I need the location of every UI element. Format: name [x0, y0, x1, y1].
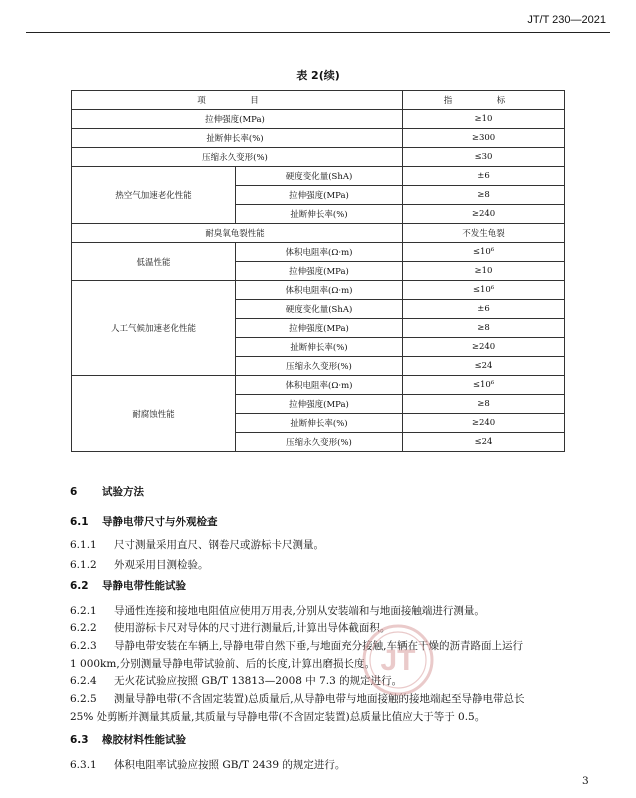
- group-cell: 热空气加速老化性能: [72, 167, 236, 224]
- spec-table: [71, 90, 565, 452]
- value-cell: ≥240: [403, 338, 565, 357]
- standard-code: JT/T 230—2021: [527, 14, 606, 26]
- group-cell: 人工气候加速老化性能: [72, 281, 236, 376]
- table-row: [72, 167, 565, 186]
- property-cell: 压缩永久变形(%): [236, 433, 403, 452]
- value-cell: ≥10: [403, 110, 565, 129]
- clause-6-2-3: 6.2.3 导静电带安装在车辆上,导静电带自然下垂,与地面充分接触,车辆在干燥的沥青路面上运行: [70, 640, 524, 652]
- table-row: [72, 110, 565, 129]
- property-cell: 拉伸强度(MPa): [72, 110, 403, 129]
- value-cell: ≤24: [403, 357, 565, 376]
- property-cell: 扯断伸长率(%): [236, 338, 403, 357]
- value-cell: ≥300: [403, 129, 565, 148]
- table-row: [72, 281, 565, 300]
- property-cell: 体积电阻率(Ω·m): [236, 376, 403, 395]
- value-cell: ≥240: [403, 205, 565, 224]
- value-cell: ≥240: [403, 414, 565, 433]
- clause-6-3-1: 6.3.1 体积电阻率试验应按照 GB/T 2439 的规定进行。: [70, 759, 346, 771]
- section-6: 6 试验方法: [70, 486, 144, 498]
- property-cell: 硬度变化量(ShA): [236, 300, 403, 319]
- property-cell: 体积电阻率(Ω·m): [236, 243, 403, 262]
- value-cell: ≤24: [403, 433, 565, 452]
- group-cell: 低温性能: [72, 243, 236, 281]
- section-6-3: 6.3 橡胶材料性能试验: [70, 734, 186, 746]
- section-6-2: 6.2 导静电带性能试验: [70, 580, 186, 592]
- property-cell: 压缩永久变形(%): [236, 357, 403, 376]
- clause-6-1-2: 6.1.2 外观采用目测检验。: [70, 559, 209, 571]
- table-header-row: [72, 91, 565, 110]
- value-cell: ≤10⁶: [403, 243, 565, 262]
- svg-text:JT: JT: [380, 644, 416, 677]
- property-cell: 扯断伸长率(%): [236, 205, 403, 224]
- value-cell: ±6: [403, 300, 565, 319]
- property-cell: 拉伸强度(MPa): [236, 319, 403, 338]
- table-row: [72, 129, 565, 148]
- clause-6-1-1: 6.1.1 尺寸测量采用直尺、钢卷尺或游标卡尺测量。: [70, 539, 324, 551]
- value-cell: ≥8: [403, 395, 565, 414]
- clause-6-2-4: 6.2.4 无火花试验应按照 GB/T 13813—2008 中 7.3 的规定进行。: [70, 675, 403, 687]
- col-header-value: 指 标: [403, 91, 565, 110]
- property-cell: 拉伸强度(MPa): [236, 395, 403, 414]
- group-cell: 耐腐蚀性能: [72, 376, 236, 452]
- clause-6-2-1: 6.2.1 导通性连接和接地电阻值应使用万用表,分别从安装端和与地面接触端进行测量。: [70, 605, 485, 617]
- value-cell: ≤30: [403, 148, 565, 167]
- page-number: 3: [582, 775, 589, 787]
- clause-6-2-2: 6.2.2 使用游标卡尺对导体的尺寸进行测量后,计算出导体截面积。: [70, 622, 391, 634]
- clause-6-2-3-cont: 1 000km,分别测量导静电带试验前、后的长度,计算出磨损长度。: [70, 658, 376, 670]
- property-cell: 压缩永久变形(%): [72, 148, 403, 167]
- table-row: [72, 376, 565, 395]
- property-cell: 体积电阻率(Ω·m): [236, 281, 403, 300]
- table-row: [72, 243, 565, 262]
- property-cell: 拉伸强度(MPa): [236, 186, 403, 205]
- table-row: [72, 148, 565, 167]
- value-cell: ±6: [403, 167, 565, 186]
- value-cell: ≥10: [403, 262, 565, 281]
- property-cell: 扯断伸长率(%): [236, 414, 403, 433]
- table-row: [72, 224, 565, 243]
- section-6-1: 6.1 导静电带尺寸与外观检查: [70, 516, 218, 528]
- value-cell: ≤10⁶: [403, 376, 565, 395]
- value-cell: ≤10⁶: [403, 281, 565, 300]
- property-cell: 耐臭氧龟裂性能: [72, 224, 403, 243]
- value-cell: ≥8: [403, 186, 565, 205]
- property-cell: 拉伸强度(MPa): [236, 262, 403, 281]
- table-title: 表 2(续): [296, 69, 340, 82]
- property-cell: 硬度变化量(ShA): [236, 167, 403, 186]
- clause-6-2-5: 6.2.5 测量导静电带(不含固定装置)总质量后,从导静电带与地面接触的接地端起至导静电带总长: [70, 693, 525, 705]
- clause-6-2-5-cont: 25% 处剪断并测量其质量,其质量与导静电带(不含固定装置)总质量比值应大于等于 0.5。: [70, 711, 486, 723]
- value-cell: 不发生龟裂: [403, 224, 565, 243]
- header-rule: [26, 32, 610, 33]
- property-cell: 扯断伸长率(%): [72, 129, 403, 148]
- col-header-item: 项 目: [72, 91, 403, 110]
- jt-stamp-icon: [358, 620, 438, 700]
- value-cell: ≥8: [403, 319, 565, 338]
